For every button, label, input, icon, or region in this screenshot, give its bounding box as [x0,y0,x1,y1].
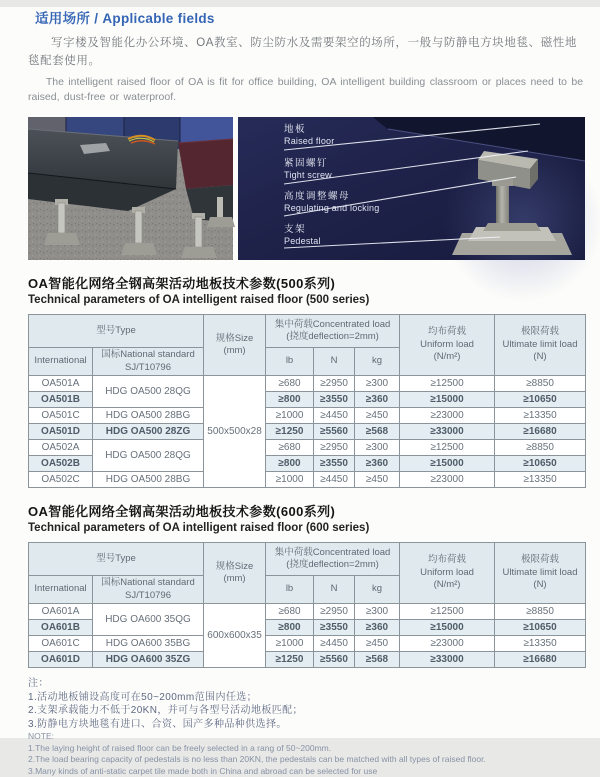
table-row [29,424,586,440]
pedestal-diagram [238,117,585,260]
load-cell: ≥16680 [495,652,586,668]
col-header-uniform-load: 均布荷载 Uniform load (N/m²) [400,315,495,376]
load-cell: ≥450 [355,472,400,488]
load-cell: ≥5560 [314,652,355,668]
standard-cell: HDG OA600 35QG [93,604,204,636]
col-header-kg: kg [355,348,400,376]
load-cell: ≥1000 [266,408,314,424]
load-cell: ≥4450 [314,636,355,652]
table-500-title-en: Technical parameters of OA intelligent raised floor (500 series) [28,294,585,306]
load-cell: ≥360 [355,620,400,636]
load-cell: ≥15000 [400,392,495,408]
load-cell: ≥5560 [314,424,355,440]
load-cell: ≥8850 [495,604,586,620]
load-cell: ≥12500 [400,376,495,392]
note-en-2: 2.The load bearing capacity of pedestals is no less than 20KN, the pedestals can be matched with all types of raised floor. [28,754,585,766]
load-cell: ≥2950 [314,376,355,392]
model-cell: OA501C [29,408,93,424]
load-cell: ≥450 [355,408,400,424]
load-cell: ≥13350 [495,636,586,652]
load-cell: ≥16680 [495,424,586,440]
col-header-kg: kg [355,576,400,604]
load-cell: ≥360 [355,392,400,408]
standard-cell: HDG OA500 28QG [93,440,204,472]
load-cell: ≥13350 [495,472,586,488]
col-header-national: 国标National standard SJ/T10796 [93,576,204,604]
diagram-label-regulating: 高度调整螺母 Regulating and locking [284,192,379,213]
standard-cell: HDG OA500 28BG [93,472,204,488]
load-cell: ≥10650 [495,456,586,472]
load-cell: ≥12500 [400,604,495,620]
load-cell: ≥8850 [495,440,586,456]
load-cell: ≥10650 [495,620,586,636]
note-cn-2: 2.支架承载能力不低于20KN，并可与各型号活动地板匹配； [28,704,585,718]
load-cell: ≥2950 [314,440,355,456]
col-header-type: 型号Type [29,543,204,576]
load-cell: ≥33000 [400,652,495,668]
model-cell: OA502C [29,472,93,488]
load-cell: ≥15000 [400,456,495,472]
load-cell: ≥1250 [266,652,314,668]
load-cell: ≥15000 [400,620,495,636]
photo-row [28,117,585,260]
standard-cell: HDG OA500 28ZG [93,424,204,440]
catalog-page [0,7,600,738]
col-header-international: International [29,576,93,604]
load-cell: ≥13350 [495,408,586,424]
load-cell: ≥4450 [314,408,355,424]
load-cell: ≥300 [355,440,400,456]
diagram-label-tight-screw: 紧固螺钉 Tight screw [284,159,332,180]
model-cell: OA501A [29,376,93,392]
intro-chinese: 写字楼及智能化办公环境、OA教室、防尘防水及需要架空的场所，一般与防静电方块地毯、磁性地毯配套使用。 [28,34,585,70]
col-header-concentrated-load: 集中荷载Concentrated load (挠度deflection=2mm) [266,543,400,576]
col-header-ultimate-load: 极限荷载 Ultimate limit load (N) [495,315,586,376]
load-cell: ≥23000 [400,472,495,488]
col-header-lb: lb [266,348,314,376]
model-cell: OA501B [29,392,93,408]
table-row [29,376,586,392]
load-cell: ≥4450 [314,472,355,488]
note-en-3: 3.Many kinds of anti-static carpet tile made both in China and abroad can be selected for use [28,766,585,777]
table-row [29,604,586,620]
note-cn-1: 1.活动地板铺设高度可在50~200mm范围内任选； [28,691,585,705]
load-cell: ≥680 [266,376,314,392]
floor-panel-edge [373,117,585,161]
note-cn-3: 3.防静电方块地毯有进口、合资、国产多种品种供选择。 [28,718,585,732]
intro-english: The intelligent raised floor of OA is fit for office building, OA intelligent building classroom or places need to be raised, dust-free or waterproof. [28,75,585,105]
table-row [29,440,586,456]
load-cell: ≥568 [355,652,400,668]
load-cell: ≥680 [266,604,314,620]
table-row [29,636,586,652]
col-header-lb: lb [266,576,314,604]
standard-cell: HDG OA600 35ZG [93,652,204,668]
load-cell: ≥3550 [314,620,355,636]
load-cell: ≥800 [266,456,314,472]
load-cell: ≥800 [266,392,314,408]
load-cell: ≥450 [355,636,400,652]
standard-cell: HDG OA500 28BG [93,408,204,424]
load-cell: ≥300 [355,604,400,620]
load-cell: ≥3550 [314,456,355,472]
load-cell: ≥2950 [314,604,355,620]
note-en-1: 1.The laying height of raised floor can be freely selected in a rang of 50~200mm. [28,743,585,755]
page-title: 适用场所 / Applicable fields [35,7,585,27]
col-header-type: 型号Type [29,315,204,348]
diagram-label-raised-floor: 地板 Raised floor [284,125,334,146]
model-cell: OA601C [29,636,93,652]
standard-cell: HDG OA500 28QG [93,376,204,408]
col-header-n: N [314,348,355,376]
notes-label-cn: 注： [28,677,585,691]
red-floor-tile [178,139,233,189]
load-cell: ≥1250 [266,424,314,440]
model-cell: OA601D [29,652,93,668]
table-500-series [28,314,586,488]
load-cell: ≥23000 [400,408,495,424]
installation-photo [28,117,233,260]
load-cell: ≥680 [266,440,314,456]
col-header-uniform-load: 均布荷载 Uniform load (N/m²) [400,543,495,604]
load-cell: ≥1000 [266,472,314,488]
load-cell: ≥8850 [495,376,586,392]
col-header-national: 国标National standard SJ/T10796 [93,348,204,376]
table-600-title-en: Technical parameters of OA intelligent raised floor (600 series) [28,522,585,534]
col-header-concentrated-load: 集中荷载Concentrated load (挠度deflection=2mm) [266,315,400,348]
col-header-ultimate-load: 极限荷载 Ultimate limit load (N) [495,543,586,604]
model-cell: OA601B [29,620,93,636]
table-600-series [28,542,586,668]
diagram-label-pedestal: 支架 Pedestal [284,225,321,246]
size-cell: 600x600x35 [204,604,266,668]
load-cell: ≥360 [355,456,400,472]
load-cell: ≥12500 [400,440,495,456]
model-cell: OA601A [29,604,93,620]
load-cell: ≥800 [266,620,314,636]
load-cell: ≥33000 [400,424,495,440]
load-cell: ≥568 [355,424,400,440]
notes-label-en: NOTE: [28,731,585,743]
table-row [29,652,586,668]
size-cell: 500x500x28 [204,376,266,488]
model-cell: OA502B [29,456,93,472]
load-cell: ≥10650 [495,392,586,408]
table-row [29,472,586,488]
table-row [29,408,586,424]
load-cell: ≥300 [355,376,400,392]
load-cell: ≥3550 [314,392,355,408]
table-500-title-cn: OA智能化网络全钢高架活动地板技术参数(500系列) [28,273,585,292]
load-cell: ≥23000 [400,636,495,652]
table-600-title-cn: OA智能化网络全钢高架活动地板技术参数(600系列) [28,501,585,520]
load-cell: ≥1000 [266,636,314,652]
col-header-size: 规格Size (mm) [204,543,266,604]
notes-section [28,677,585,777]
model-cell: OA501D [29,424,93,440]
col-header-n: N [314,576,355,604]
col-header-international: International [29,348,93,376]
col-header-size: 规格Size (mm) [204,315,266,376]
model-cell: OA502A [29,440,93,456]
standard-cell: HDG OA600 35BG [93,636,204,652]
